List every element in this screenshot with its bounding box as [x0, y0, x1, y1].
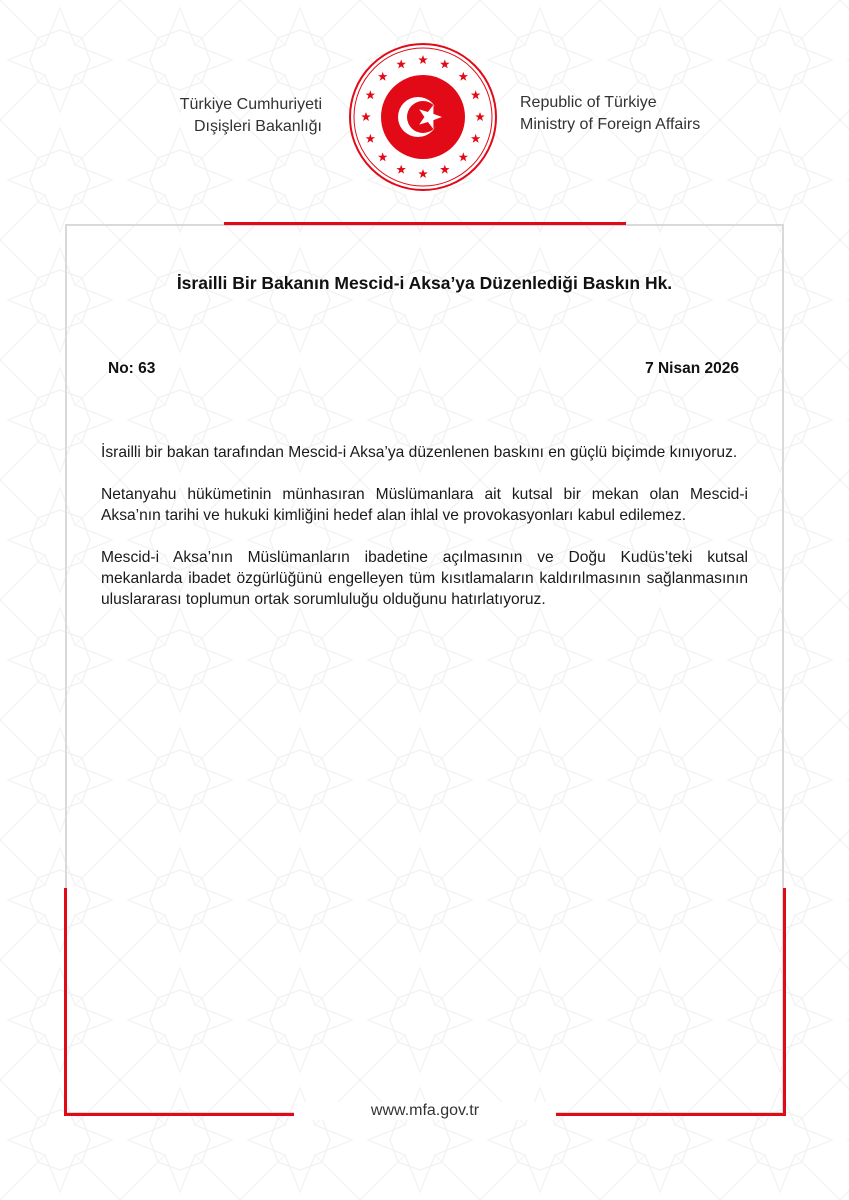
frame-right-red-line [783, 888, 786, 1115]
header-right-line1: Republic of Türkiye [520, 94, 657, 111]
paragraph: Mescid-i Aksa’nın Müslümanların ibadetine açılmasının ve Doğu Kudüs’teki kutsal mekanlarda ibadet özgürlüğünü engelleyen tüm kısıtlamaların kaldırılmasının sağlanmasının uluslararası toplumun ortak sorumluluğu olduğunu hatırlatıyoruz. [101, 549, 748, 608]
ministry-seal-icon [348, 42, 498, 192]
frame-bottom-left-red-line [64, 1113, 294, 1116]
document-body [101, 442, 748, 631]
document-date: 7 Nisan 2026 [645, 360, 739, 377]
header-left-line2: Dışişleri Bakanlığı [193, 118, 322, 135]
paragraph: Netanyahu hükümetinin münhasıran Müslümanlara ait kutsal bir mekan olan Mescid-i Aksa’nın tarihi ve hukuki kimliğini hedef alan ihlal ve provokasyonları kabul edilemez. [101, 486, 748, 524]
document-frame [65, 224, 784, 1114]
frame-top-red-line [224, 222, 626, 225]
header-left-text [150, 94, 322, 138]
footer-website-link[interactable]: www.mfa.gov.tr [294, 1102, 556, 1120]
document-title: İsrailli Bir Bakanın Mescid-i Aksa’ya Düzenlediği Baskın Hk. [176, 273, 673, 293]
frame-bottom-right-red-line [556, 1113, 786, 1116]
paragraph: İsrailli bir bakan tarafından Mescid-i Aksa’ya düzenlenen baskını en güçlü biçimde kınıyoruz. [101, 444, 738, 461]
header-right-text [520, 92, 720, 136]
document-number: No: 63 [108, 360, 156, 377]
header-left-line1: Türkiye Cumhuriyeti [179, 96, 322, 113]
header-right-line2: Ministry of Foreign Affairs [520, 116, 701, 133]
frame-left-red-line [64, 888, 67, 1115]
